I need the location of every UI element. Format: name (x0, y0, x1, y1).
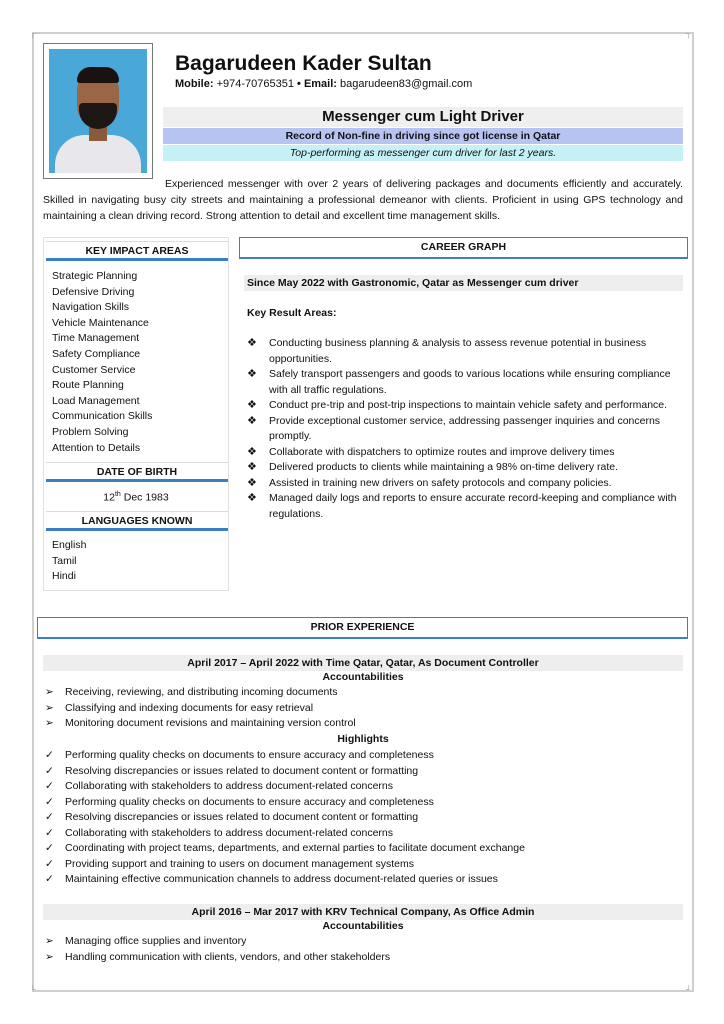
bullet-icon: ➢ (45, 686, 54, 698)
performance-banner: Top-performing as messenger cum driver for last 2 years. (163, 145, 683, 161)
impact-item (52, 425, 152, 441)
bullet-icon: ❖ (247, 368, 257, 380)
role-title: Messenger cum Light Driver (163, 107, 683, 127)
bullet-icon: ❖ (247, 337, 257, 349)
bullet-icon: ➢ (45, 717, 54, 729)
kra-item (247, 414, 683, 445)
profile-summary: Experienced messenger with over 2 years of delivering packages and documents efficiently and accurately. Skilled in navigating busy city streets and maintaining a professional demeanor with clients. Proficient in using GPS technology and maintaining a clean driving record. Strong attention to detail and excellent time management skills. (43, 178, 683, 222)
dob-heading: DATE OF BIRTH (46, 462, 228, 482)
highlight-item-text: Resolving discrepancies or issues related to document content or formatting (65, 764, 419, 777)
highlight-item (43, 810, 683, 826)
kra-item (247, 491, 683, 522)
bullet-icon: ✓ (45, 842, 54, 854)
impact-item (52, 331, 152, 347)
contact-line (175, 78, 472, 90)
impact-item (52, 394, 152, 410)
highlight-item-text: Providing support and training to users on document management systems (65, 857, 415, 870)
kra-item-text: Conduct pre-trip and post-trip inspections to maintain vehicle safety and performance. (269, 399, 668, 411)
bullet-icon: ➢ (45, 935, 54, 947)
highlight-item (43, 841, 683, 857)
kra-item (247, 367, 683, 398)
language-item-text: English (52, 539, 87, 551)
bullet-icon: ✓ (45, 826, 54, 839)
email-address[interactable]: bagarudeen83@gmail.com (340, 78, 473, 90)
accountability-item (43, 685, 683, 701)
impact-item (52, 378, 152, 394)
impact-item (52, 409, 152, 425)
key-impact-list (52, 269, 152, 456)
impact-item-text: Time Management (52, 332, 140, 345)
accountability-item (43, 716, 683, 732)
accountability-item (43, 701, 683, 717)
key-result-areas-label: Key Result Areas: (247, 307, 337, 319)
bullet-icon: ✓ (45, 795, 54, 808)
impact-item (52, 347, 152, 363)
impact-item (52, 316, 152, 332)
corner-mark: ┐ (686, 29, 692, 38)
impact-item (52, 285, 152, 301)
bullet-icon: ❖ (247, 492, 257, 504)
dob-suffix: th (114, 491, 121, 498)
highlight-item (43, 872, 683, 888)
job1-heading: April 2017 – April 2022 with Time Qatar, Qatar, As Document Controller (43, 655, 683, 671)
impact-item-text: Problem Solving (52, 425, 129, 438)
bullet-icon: ➢ (45, 950, 54, 963)
corner-mark: ┌ (30, 29, 36, 38)
language-item-text: Hindi (52, 570, 76, 583)
dob-rest: Dec 1983 (120, 491, 169, 504)
highlight-item-text: Performing quality checks on documents to ensure accuracy and completeness (65, 795, 434, 808)
bullet-icon: ❖ (247, 445, 257, 458)
highlight-item-text: Collaborating with stakeholders to address document-related concerns (65, 826, 394, 839)
job1-highlights-label: Highlights (337, 733, 389, 745)
email-label: Email: (303, 78, 337, 90)
key-impact-heading: KEY IMPACT AREAS (46, 241, 228, 261)
job2-heading: April 2016 – Mar 2017 with KRV Technical Company, As Office Admin (43, 904, 683, 920)
impact-item-text: Strategic Planning (52, 270, 138, 282)
bullet-icon: ❖ (247, 461, 257, 473)
accountability-item-text: Classifying and indexing documents for easy retrieval (65, 701, 314, 714)
highlight-item (43, 857, 683, 873)
language-item (52, 554, 86, 570)
highlight-item-text: Maintaining effective communication channels to address document-related queries or issues (65, 873, 498, 885)
kra-item-text: Managed daily logs and reports to ensure accurate record-keeping and compliance with regulations. (269, 492, 677, 520)
photo-image (49, 49, 147, 173)
impact-item (52, 441, 152, 457)
kra-item (247, 476, 683, 492)
kra-item (247, 398, 683, 414)
impact-item-text: Navigation Skills (52, 301, 130, 314)
impact-item (52, 363, 152, 379)
impact-item-text: Customer Service (52, 363, 136, 376)
mobile-label: Mobile: (175, 78, 214, 90)
kra-item-text: Assisted in training new drivers on safety protocols and company policies. (269, 476, 612, 489)
accountability-item-text: Monitoring document revisions and maintaining version control (65, 717, 356, 729)
job2-accountabilities-list (43, 934, 683, 965)
job1-accountabilities-label: Accountabilities (322, 671, 404, 683)
candidate-name: Bagarudeen Kader Sultan (175, 52, 432, 75)
key-result-areas-list (247, 336, 683, 522)
bullet-icon: ✓ (45, 811, 54, 823)
impact-item-text: Vehicle Maintenance (52, 316, 149, 329)
impact-item-text: Defensive Driving (52, 285, 135, 298)
languages-list (52, 538, 86, 585)
bullet-icon: ➢ (45, 701, 54, 714)
date-of-birth (44, 491, 228, 504)
highlight-item-text: Resolving discrepancies or issues related to document content or formatting (65, 811, 419, 823)
highlight-item (43, 795, 683, 811)
accountability-item-text: Managing office supplies and inventory (65, 935, 247, 947)
kra-item-text: Safely transport passengers and goods to various locations while ensuring compliance with all traffic regulations. (269, 368, 671, 396)
mobile-number: +974-70765351 (216, 78, 294, 90)
bullet-icon: ✓ (45, 857, 54, 870)
bullet-icon: ❖ (247, 476, 257, 489)
job1-highlights-list (43, 748, 683, 888)
language-item-text: Tamil (52, 554, 77, 567)
language-item (52, 538, 86, 554)
impact-item-text: Load Management (52, 394, 140, 407)
kra-item (247, 460, 683, 476)
impact-item-text: Safety Compliance (52, 347, 141, 360)
impact-item (52, 300, 152, 316)
bullet-icon: ✓ (45, 764, 54, 777)
corner-mark: └ (30, 985, 36, 994)
highlight-item (43, 826, 683, 842)
language-item (52, 569, 86, 585)
dob-day: 12 (103, 491, 115, 504)
kra-item (247, 445, 683, 461)
bullet-icon: ❖ (247, 414, 257, 427)
impact-item-text: Attention to Details (52, 441, 141, 454)
highlight-item (43, 764, 683, 780)
languages-heading: LANGUAGES KNOWN (46, 511, 228, 531)
corner-mark: ┘ (686, 985, 692, 994)
current-position: Since May 2022 with Gastronomic, Qatar as Messenger cum driver (244, 275, 683, 291)
kra-item-text: Collaborate with dispatchers to optimize routes and improve delivery times (269, 445, 615, 458)
impact-item-text: Communication Skills (52, 410, 153, 423)
kra-item-text: Provide exceptional customer service, addressing passenger inquiries and concerns promptly. (269, 414, 661, 442)
bullet-icon: ✓ (45, 749, 54, 761)
job1-accountabilities-list (43, 685, 683, 732)
bullet-icon: ✓ (45, 780, 54, 792)
kra-item-text: Delivered products to clients while maintaining a 98% on-time delivery rate. (269, 461, 619, 473)
kra-item-text: Conducting business planning & analysis to assess revenue potential in business opportunities. (269, 337, 647, 365)
highlight-item-text: Coordinating with project teams, departments, and external parties to facilitate document exchange (65, 842, 525, 854)
record-banner: Record of Non-fine in driving since got license in Qatar (163, 128, 683, 144)
contact-separator: • (297, 78, 301, 90)
career-graph-heading: CAREER GRAPH (239, 237, 688, 259)
profile-photo (43, 43, 153, 179)
impact-item-text: Route Planning (52, 379, 124, 392)
bullet-icon: ✓ (45, 873, 54, 885)
accountability-item-text: Handling communication with clients, vendors, and other stakeholders (65, 950, 391, 963)
accountability-item-text: Receiving, reviewing, and distributing incoming documents (65, 686, 338, 698)
highlight-item-text: Performing quality checks on documents to ensure accuracy and completeness (65, 749, 434, 761)
highlight-item (43, 748, 683, 764)
impact-item (52, 269, 152, 285)
highlight-item-text: Collaborating with stakeholders to address document-related concerns (65, 780, 394, 792)
kra-item (247, 336, 683, 367)
bullet-icon: ❖ (247, 399, 257, 411)
job2-accountabilities-label: Accountabilities (322, 920, 404, 932)
accountability-item (43, 934, 683, 950)
highlight-item (43, 779, 683, 795)
accountability-item (43, 950, 683, 966)
prior-experience-heading: PRIOR EXPERIENCE (37, 617, 688, 639)
left-column (43, 237, 229, 591)
